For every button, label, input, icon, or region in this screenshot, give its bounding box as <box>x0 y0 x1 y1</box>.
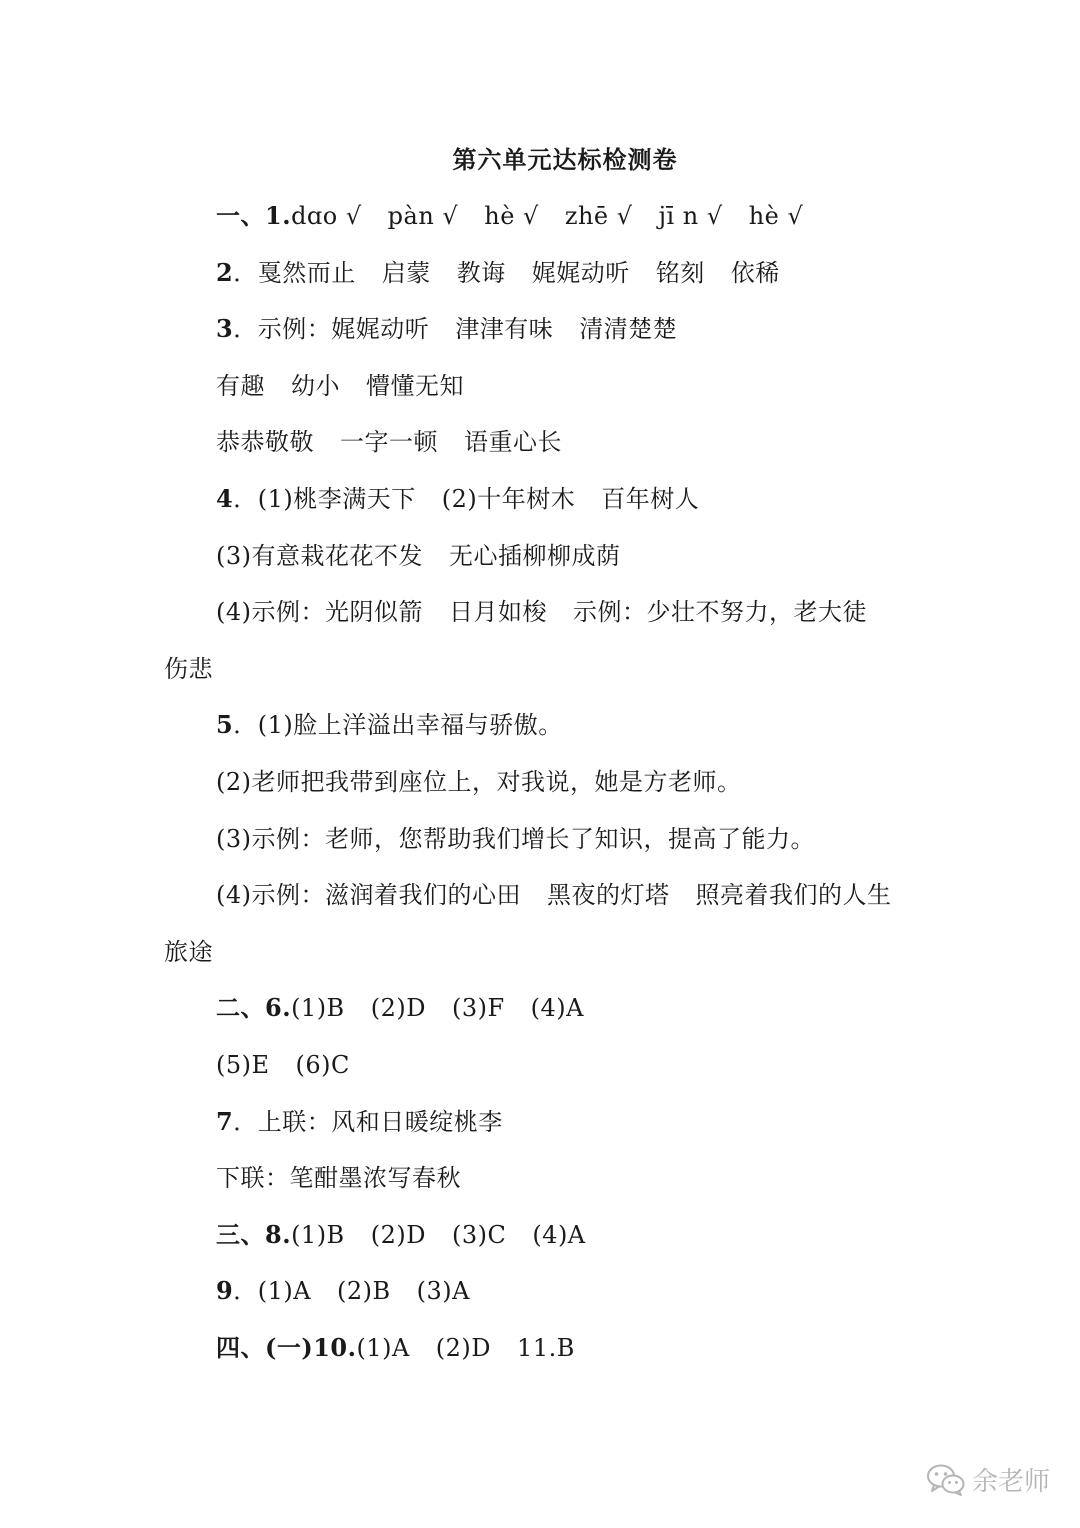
answer-line <box>164 1320 944 1377</box>
answer-segment: 日月如梭 <box>449 598 547 627</box>
answer-line <box>164 301 944 358</box>
answer-line <box>164 754 944 811</box>
answer-segment: 懵懂无知 <box>366 371 464 400</box>
answer-segment: pàn √ <box>387 202 459 230</box>
answer-segment: 旅途 <box>164 937 213 966</box>
answer-segment: (3)C <box>451 1220 507 1249</box>
answer-content <box>164 188 944 1376</box>
answer-segment: (5)E <box>216 1050 270 1079</box>
answer-segment: (4)A <box>530 994 584 1023</box>
answer-segment: 百年树人 <box>601 484 700 513</box>
answer-segment: 幼小 <box>291 371 340 400</box>
answer-segment: ．上联：风和日暖绽桃李 <box>233 1107 503 1136</box>
answer-line <box>164 1207 944 1264</box>
answer-segment: (2)D <box>435 1333 492 1362</box>
answer-line <box>164 1094 944 1151</box>
answer-line <box>164 1263 944 1320</box>
answer-segment: (1)B <box>291 994 345 1023</box>
answer-line <box>164 811 944 868</box>
answer-segment: 清清楚楚 <box>579 315 678 344</box>
answer-segment: 娓娓动听 <box>531 258 630 287</box>
answer-segment: (6)C <box>295 1050 350 1079</box>
answer-segment: (1)A <box>356 1333 410 1362</box>
wechat-icon <box>926 1463 966 1497</box>
answer-segment: (4)示例：滋润着我们的心田 <box>216 881 521 910</box>
answer-segment: (3)示例：老师，您帮助我们增长了知识，提高了能力。 <box>216 824 815 853</box>
answer-line <box>164 471 944 528</box>
answer-line <box>164 1037 944 1094</box>
question-number: 9 <box>216 1276 234 1306</box>
answer-segment: (2)老师把我带到座位上，对我说，她是方老师。 <box>216 767 742 796</box>
answer-segment: (2)十年树木 <box>441 484 576 513</box>
answer-segment: 恭恭敬敬 <box>216 428 314 457</box>
watermark-text: 余老师 <box>971 1467 1050 1497</box>
answer-segment: 11.B <box>517 1333 575 1362</box>
question-number: 7 <box>216 1106 234 1136</box>
answer-line <box>164 358 944 415</box>
answer-segment: (2)D <box>370 994 426 1023</box>
answer-segment: ．(1)脸上洋溢出幸福与骄傲。 <box>233 711 563 740</box>
answer-segment: ．戛然而止 <box>233 258 356 287</box>
answer-segment: (2)D <box>370 1220 426 1249</box>
answer-line <box>164 414 944 471</box>
answer-segment: ．示例：娓娓动听 <box>233 315 430 344</box>
answer-segment: (3)有意栽花花不发 <box>216 541 423 570</box>
question-number: 一、1. <box>216 201 292 230</box>
answer-segment: (3)A <box>416 1277 470 1306</box>
answer-segment: hè √ <box>748 202 804 230</box>
answer-segment: zhē √ <box>564 202 633 230</box>
question-number: 二、6. <box>216 993 292 1023</box>
answer-segment: 无心插柳柳成荫 <box>449 541 621 570</box>
answer-segment: 启蒙 <box>381 258 431 287</box>
answer-segment: 铭刻 <box>655 258 705 287</box>
answer-line <box>164 924 944 981</box>
watermark <box>926 1461 1050 1498</box>
question-number: 四、(一)10. <box>216 1332 357 1362</box>
answer-segment: 下联：笔酣墨浓写春秋 <box>216 1164 461 1193</box>
answer-line <box>164 867 944 924</box>
answer-line <box>164 980 944 1037</box>
answer-segment: ．(1)桃李满天下 <box>233 484 416 513</box>
question-number: 三、8. <box>216 1219 292 1249</box>
answer-line <box>164 245 944 302</box>
answer-segment: (4)示例：光阴似箭 <box>216 598 423 627</box>
answer-segment: (1)B <box>291 1220 345 1249</box>
answer-line <box>164 528 944 585</box>
answer-line <box>164 1150 944 1207</box>
answer-segment: 依稀 <box>730 258 780 287</box>
answer-line <box>164 697 944 754</box>
answer-segment: 伤悲 <box>164 654 213 683</box>
answer-segment: (3)F <box>451 994 505 1023</box>
answer-segment: 照亮着我们的人生 <box>695 881 892 910</box>
answer-segment: hè √ <box>484 202 539 230</box>
answer-segment: 教诲 <box>456 258 506 287</box>
answer-segment: 津津有味 <box>455 315 554 344</box>
page-title: 第六单元达标检测卷 <box>452 145 678 174</box>
answer-segment: jī n √ <box>658 202 723 230</box>
answer-segment: 语重心长 <box>464 428 562 457</box>
answer-line <box>164 584 944 641</box>
answer-segment: 黑夜的灯塔 <box>547 881 670 910</box>
answer-line <box>164 641 944 698</box>
answer-segment: 示例：少壮不努力，老大徒 <box>573 598 867 627</box>
answer-segment: ．(1)A <box>233 1277 312 1306</box>
answer-line <box>164 188 944 245</box>
answer-segment: (4)A <box>532 1220 586 1249</box>
answer-segment: 有趣 <box>216 371 265 400</box>
answer-segment: 一字一顿 <box>340 428 438 457</box>
answer-segment: (2)B <box>337 1277 391 1306</box>
question-number: 3 <box>216 314 234 344</box>
answer-segment: dɑo √ <box>291 202 362 230</box>
question-number: 5 <box>216 710 234 740</box>
question-number: 4 <box>216 483 234 513</box>
question-number: 2 <box>216 257 234 287</box>
